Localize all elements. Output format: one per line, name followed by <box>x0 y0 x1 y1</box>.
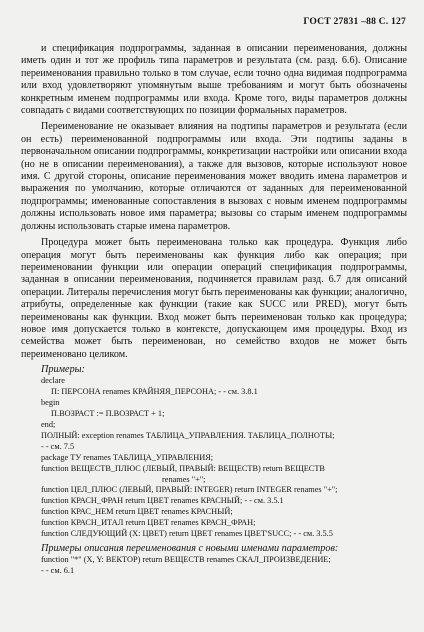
paragraph-3: Процедура может быть переименована только как процедура. Функция либо операция могут быть переименованы как функция либо как операция; при переименовании функции или операции операций спецификация подпрограммы, заданная в описании переименования, подчиняется правилам разд. 6.7 для описаний операции. Литералы перечисления могут быть переименованы как функции; аналогично, атрибуты, определенные как функции (такие как SUCC или PRED), могут быть переименованы как функции. Вход может быть переименован только как процедура; новое имя допускается только в контексте, допускающем имя процедуры. Вход из семейства может быть переименован, но семейство входов не может быть переименовано целиком. <box>21 237 407 360</box>
code-line: declare <box>41 376 65 386</box>
code-line: function ВЕЩЕСТВ_ПЛЮС (ЛЕВЫЙ, ПРАВЫЙ: ВЕЩЕСТВ) return ВЕЩЕСТВ <box>41 463 325 473</box>
code-line: end; <box>41 419 56 429</box>
examples-heading: Примеры: <box>41 364 85 376</box>
paragraph-1: и спецификация подпрограммы, заданная в описании переименования, должны иметь один и тот же профиль типа параметров и результата (см. разд. 6.6). Описание переименования правильно только в том случае, если точно одна видимая подпрограмма или вход удовлетворяют упомянутым выше требованиям и могут быть обозначены конкретным именем подпрограммы или входа. Кроме того, виды параметров должны совпадать с видами соответствующих по позиции формальных параметров. <box>21 43 407 117</box>
examples-new-params-heading: Примеры описания переименования с новыми именами параметров: <box>41 542 339 554</box>
code-line: function КРАСН_ФРАН return ЦВЕТ renames КРАСНЫЙ; - - см. 3.5.1 <box>41 496 284 506</box>
code-line: function КРАСН_ИТАЛ return ЦВЕТ renames КРАСН_ФРАН; <box>41 518 256 528</box>
code-line: function ЦЕЛ_ПЛЮС (ЛЕВЫЙ, ПРАВЫЙ: INTEGER) return INTEGER renames "+"; <box>41 485 338 495</box>
page-body <box>21 43 407 577</box>
code-line: ПОЛНЫЙ: exception renames ТАБЛИЦА_УПРАВЛЕНИЯ. ТАБЛИЦА_ПОЛНОТЫ; <box>41 430 335 440</box>
examples-code <box>41 376 407 540</box>
code-line: package ТУ renames ТАБЛИЦА_УПРАВЛЕНИЯ; <box>41 452 214 462</box>
code-line: renames "+"; <box>162 474 206 484</box>
code-line: П.ВОЗРАСТ := П.ВОЗРАСТ + 1; <box>51 409 165 419</box>
code-line: - - см. 6.1 <box>41 566 75 576</box>
examples-new-params-code <box>41 555 407 577</box>
paragraph-2: Переименование не оказывает влияния на подтипы параметров и результата (если он есть) переименованной подпрограммы или входа. Эти подтипы заданы в первоначальном описании подпрограммы, конкретизации настройки или описании входа (но не в описании переименования), а также для вызовов, которые используют новое имя. С другой стороны, описание переименования может вводить имена параметров и выражения по умолчанию, которые отличаются от заданных для переименованной подпрограммы; именованные сопоставления в вызовах с новым именем подпрограммы должны использовать новое имя параметра; вызовы со старым именем подпрограммы должны использовать старые имена параметров. <box>21 121 407 232</box>
code-line: function "*" (X, Y: ВЕКТОР) return ВЕЩЕСТВ renames СКАЛ_ПРОИЗВЕДЕНИЕ; <box>41 555 331 565</box>
code-line: begin <box>41 398 60 408</box>
code-line: П: ПЕРСОНА renames КРАЙНЯЯ_ПЕРСОНА; - - см. 3.8.1 <box>51 387 258 397</box>
code-line: function КРАС_НЕМ return ЦВЕТ renames КРАСНЫЙ; <box>41 507 233 517</box>
code-line: - - см. 7.5 <box>41 441 75 451</box>
page-header: ГОСТ 27831 –88 С. 127 <box>303 16 406 27</box>
code-line: function СЛЕДУЮЩИЙ (X: ЦВЕТ) return ЦВЕТ renames ЦВЕТ'SUCC; - - см. 3.5.5 <box>41 529 333 539</box>
